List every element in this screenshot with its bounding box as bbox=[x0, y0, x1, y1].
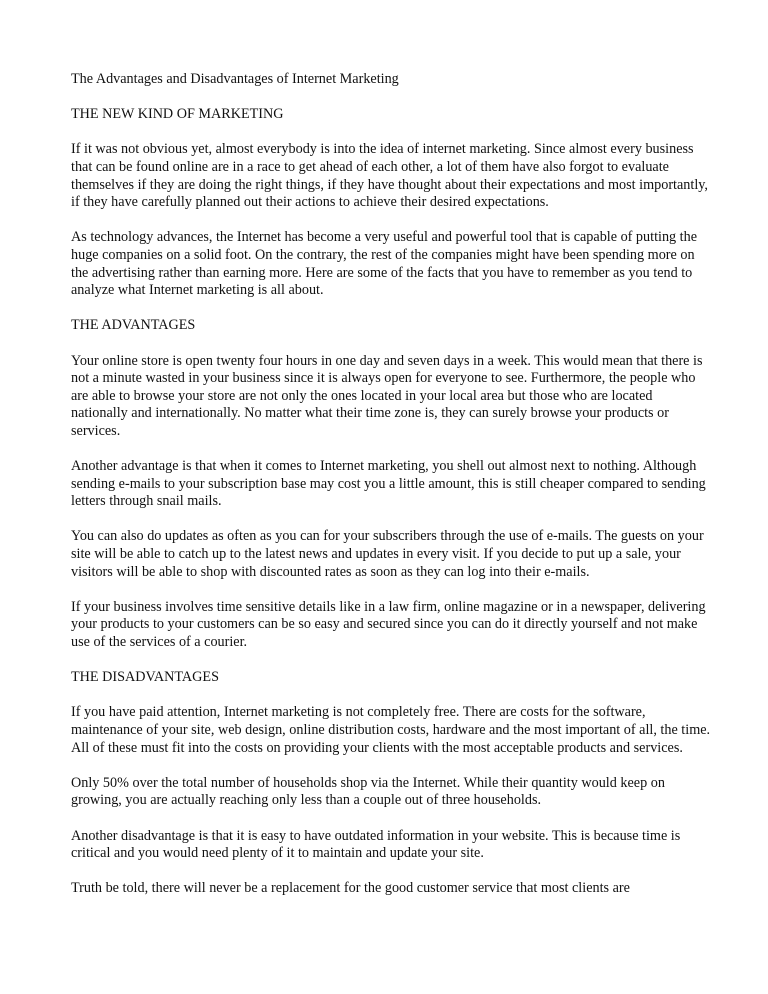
heading-new-kind-of-marketing: THE NEW KIND OF MARKETING bbox=[71, 106, 284, 123]
paragraph: If you have paid attention, Internet marketing is not completely free. There are costs for the software, maintenance of your site, web design, online distribution costs, hardware and the most important of all, the time. All of these must fit into the costs on providing your clients with the most acceptable products and services. bbox=[71, 704, 711, 756]
paragraph: If it was not obvious yet, almost everybody is into the idea of internet marketing. Since almost every business that can be found online are in a race to get ahead of each other, a lot of them have also forgot to evaluate themselves if they are doing the right things, if they have thought about their expectations and most importantly, if they have carefully planned out their actions to achieve their desired expectations. bbox=[71, 141, 708, 211]
document-title: The Advantages and Disadvantages of Internet Marketing bbox=[71, 71, 399, 87]
document-body bbox=[71, 71, 711, 916]
paragraph: Only 50% over the total number of households shop via the Internet. While their quantity would keep on growing, you are actually reaching only less than a couple out of three households. bbox=[71, 774, 665, 809]
paragraph: As technology advances, the Internet has become a very useful and powerful tool that is capable of putting the huge companies on a solid foot. On the contrary, the rest of the companies might have been spending more on the advertising rather than earning more. Here are some of the facts that you have to remember as you tend to analyze what Internet marketing is all about. bbox=[71, 229, 698, 299]
paragraph: You can also do updates as often as you can for your subscribers through the use of e-mails. The guests on your site will be able to catch up to the latest news and updates in every visit. If you decide to put up a sale, your visitors will be able to shop with discounted rates as soon as they can log into their e-mails. bbox=[71, 528, 704, 580]
paragraph: Your online store is open twenty four hours in one day and seven days in a week. This would mean that there is not a minute wasted in your business since it is always open for everyone to see. Furthermore, the people who are able to browse your store are not only the ones located in your local area but those who are located nationally and internationally. No matter what their time zone is, they can surely browse your products or services. bbox=[71, 352, 703, 439]
paragraph: If your business involves time sensitive details like in a law firm, online magazine or in a newspaper, delivering your products to your customers can be so easy and secured since you can do it directly yourself and not make use of the services of a courier. bbox=[71, 598, 706, 650]
paragraph: Truth be told, there will never be a replacement for the good customer service that most clients are bbox=[71, 880, 630, 897]
paragraph: Another disadvantage is that it is easy to have outdated information in your website. This is because time is critical and you would need plenty of it to maintain and update your site. bbox=[71, 827, 681, 862]
heading-disadvantages: THE DISADVANTAGES bbox=[71, 669, 219, 686]
heading-advantages: THE ADVANTAGES bbox=[71, 317, 196, 334]
paragraph: Another advantage is that when it comes to Internet marketing, you shell out almost next to nothing. Although sending e-mails to your subscription base may cost you a little amount, this is still cheaper compared to sending letters through snail mails. bbox=[71, 458, 706, 510]
